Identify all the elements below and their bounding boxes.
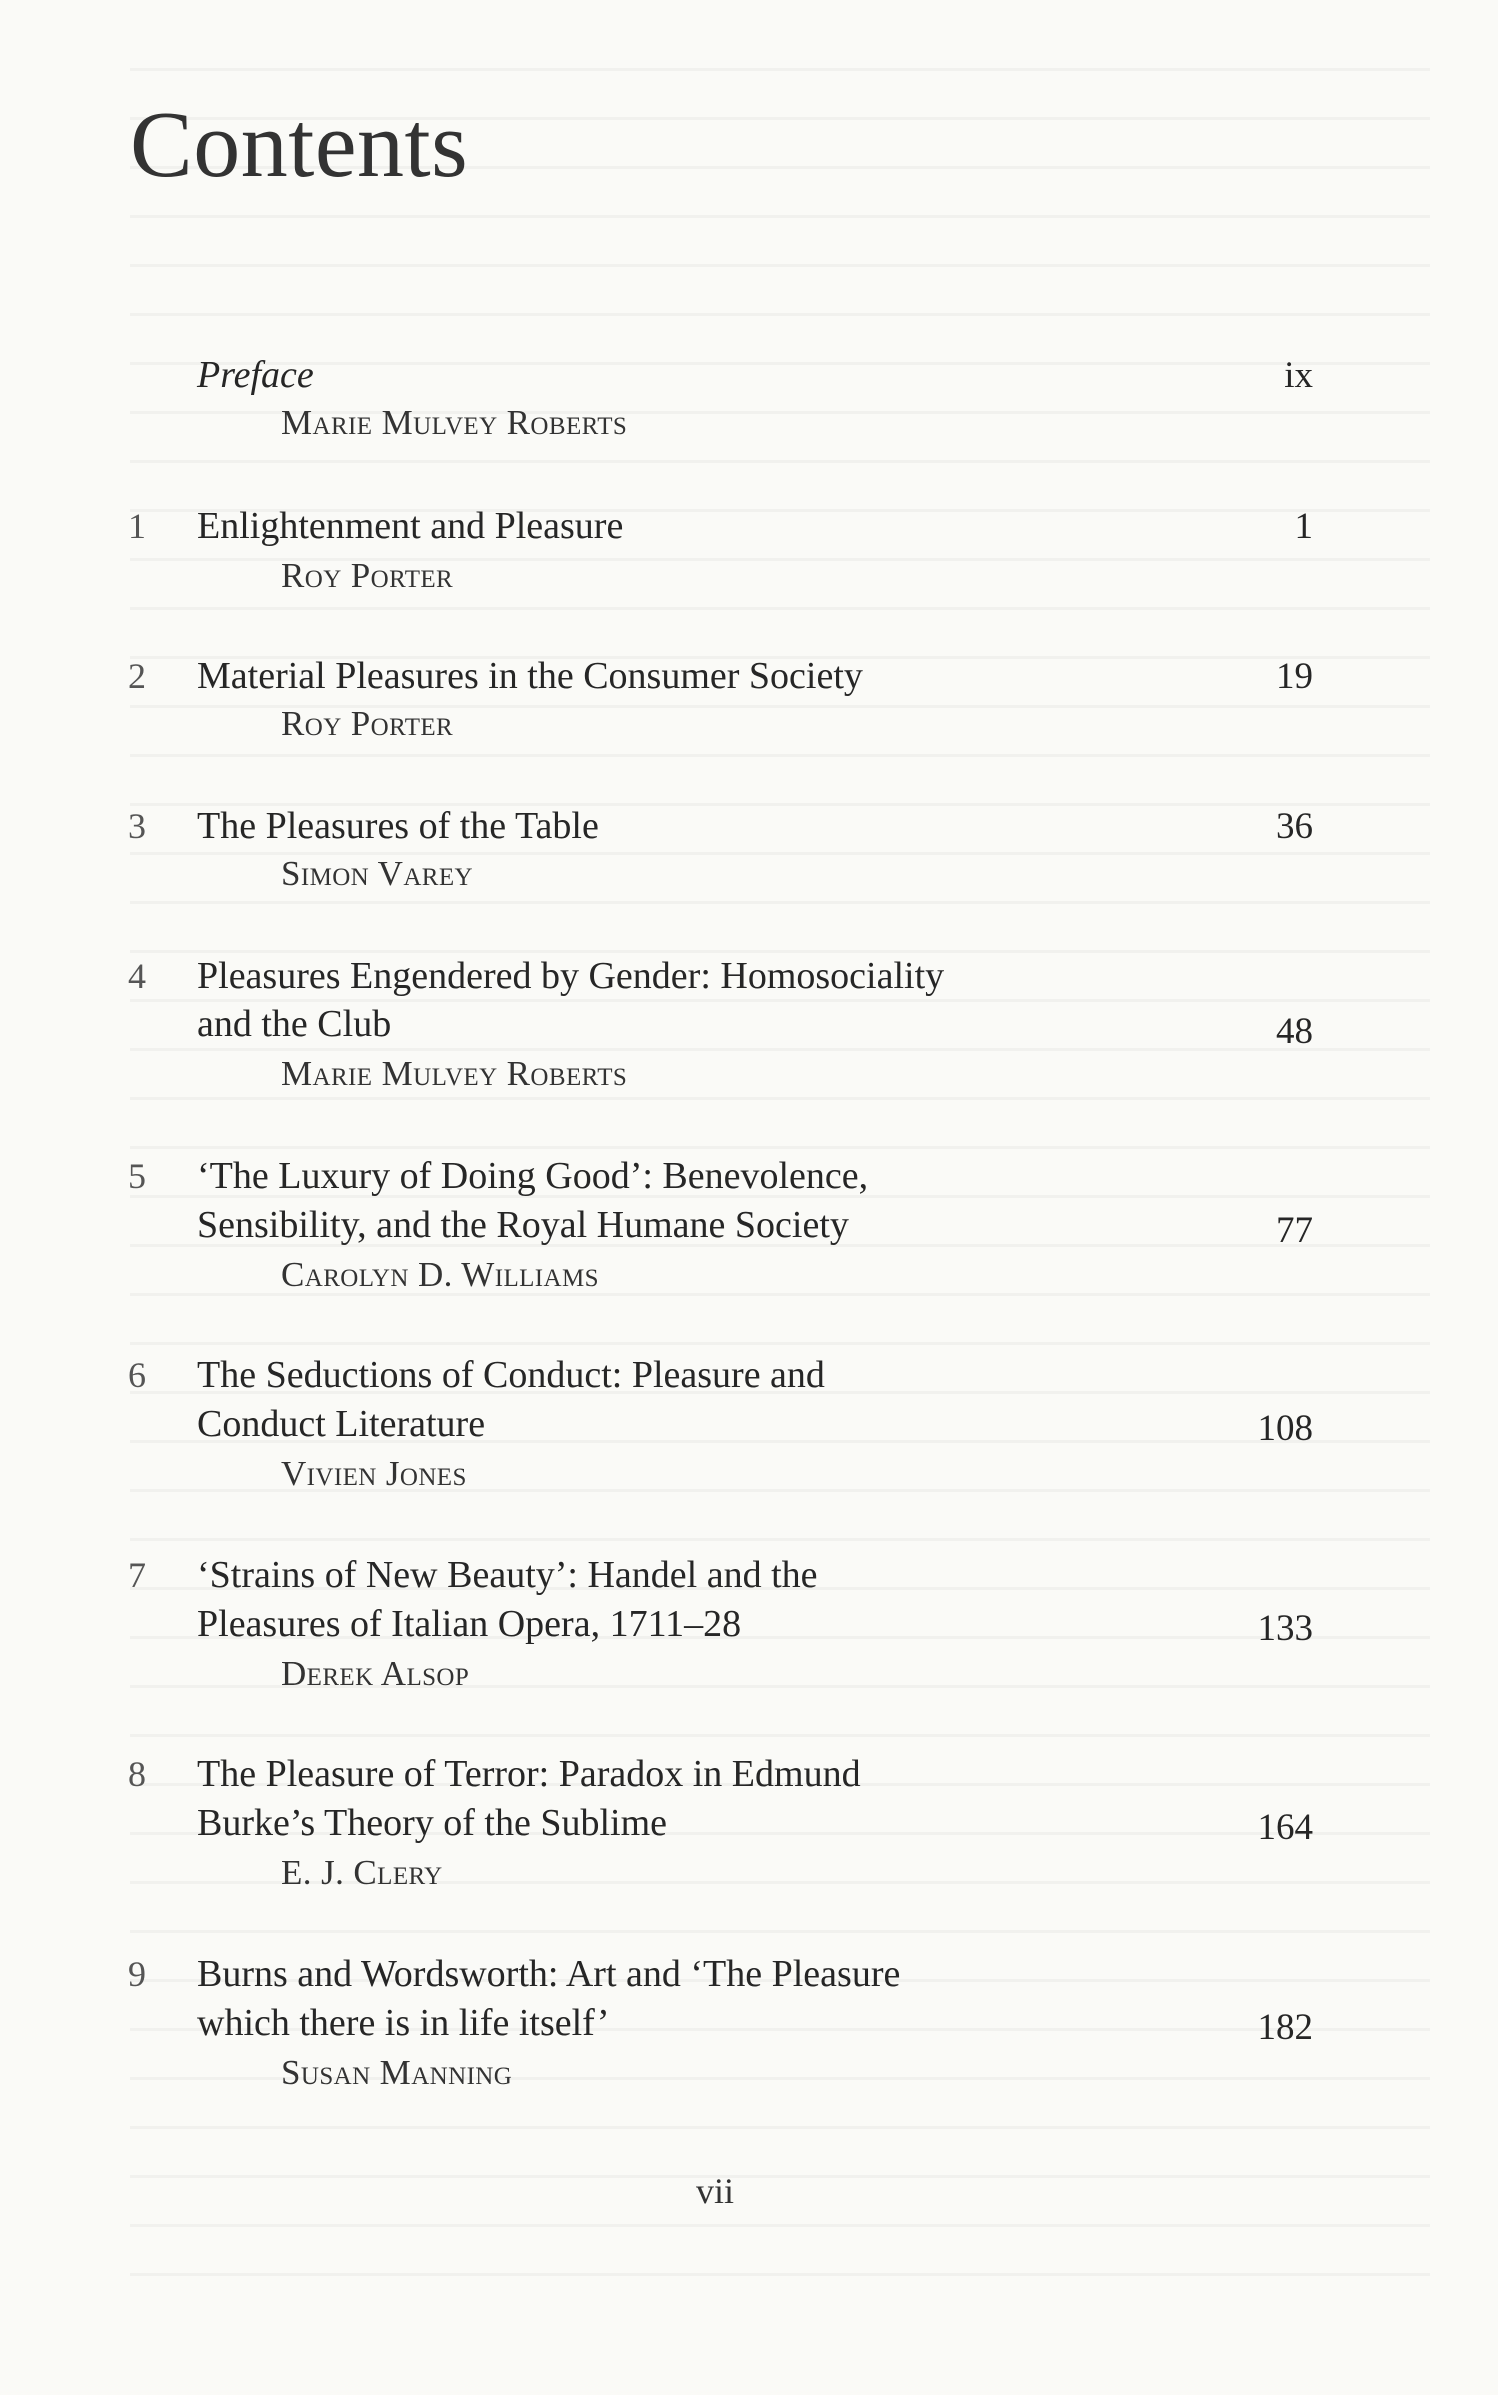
entry-page-number: 48 — [1276, 1011, 1313, 1052]
entry-page-number: ix — [1284, 355, 1313, 396]
entry-author: Derek Alsop — [281, 1654, 470, 1693]
entry-number: 9 — [128, 1954, 146, 1994]
entry-number: 7 — [128, 1555, 146, 1595]
entry-title: The Pleasure of Terror: Paradox in Edmund — [197, 1753, 861, 1795]
entry-title: Material Pleasures in the Consumer Society — [197, 655, 863, 697]
entry-title: The Seductions of Conduct: Pleasure and — [197, 1354, 825, 1396]
entry-author: Simon Varey — [281, 854, 473, 893]
entry-page-number: 19 — [1276, 656, 1313, 697]
entry-page-number: 77 — [1276, 1210, 1313, 1251]
entry-page-number: 36 — [1276, 806, 1313, 847]
entry-page-number: 164 — [1257, 1807, 1313, 1848]
entry-title: Pleasures Engendered by Gender: Homosociality — [197, 955, 945, 997]
entry-title: ‘Strains of New Beauty’: Handel and the — [197, 1554, 818, 1596]
entry-page-number: 108 — [1257, 1408, 1313, 1449]
entry-title: and the Club — [197, 1003, 392, 1045]
entry-title: Sensibility, and the Royal Humane Society — [197, 1204, 849, 1246]
entry-title: Burns and Wordsworth: Art and ‘The Pleasure — [197, 1953, 901, 1995]
page-folio: vii — [695, 2171, 734, 2211]
entry-title: ‘The Luxury of Doing Good’: Benevolence, — [197, 1155, 869, 1197]
entry-number: 5 — [128, 1156, 146, 1196]
entry-number: 8 — [128, 1754, 146, 1794]
entry-page-number: 133 — [1257, 1608, 1313, 1649]
page-title: Contents — [130, 93, 469, 197]
entry-number: 1 — [128, 506, 146, 546]
entry-page-number: 1 — [1294, 506, 1313, 547]
entry-title: Burke’s Theory of the Sublime — [197, 1802, 668, 1844]
entry-title: Pleasures of Italian Opera, 1711–28 — [197, 1603, 742, 1645]
entry-author: Roy Porter — [281, 556, 454, 595]
entry-author: Carolyn D. Williams — [281, 1255, 599, 1294]
entry-author: Vivien Jones — [281, 1454, 467, 1493]
entry-number: 2 — [128, 656, 146, 696]
entry-author: Marie Mulvey Roberts — [281, 1054, 628, 1093]
entry-page-number: 182 — [1257, 2007, 1313, 2048]
entry-author: Roy Porter — [281, 704, 454, 743]
entry-number: 3 — [128, 806, 146, 846]
entry-title: which there is in life itself’ — [197, 2002, 610, 2044]
entry-author: E. J. Clery — [281, 1853, 443, 1892]
entry-title: The Pleasures of the Table — [197, 805, 599, 847]
entry-title: Preface — [197, 354, 314, 396]
entry-title: Conduct Literature — [197, 1403, 486, 1445]
entry-title: Enlightenment and Pleasure — [197, 505, 624, 547]
entry-number: 4 — [128, 956, 146, 996]
entry-number: 6 — [128, 1355, 146, 1395]
entry-author: Susan Manning — [281, 2053, 513, 2092]
entry-author: Marie Mulvey Roberts — [281, 403, 628, 442]
